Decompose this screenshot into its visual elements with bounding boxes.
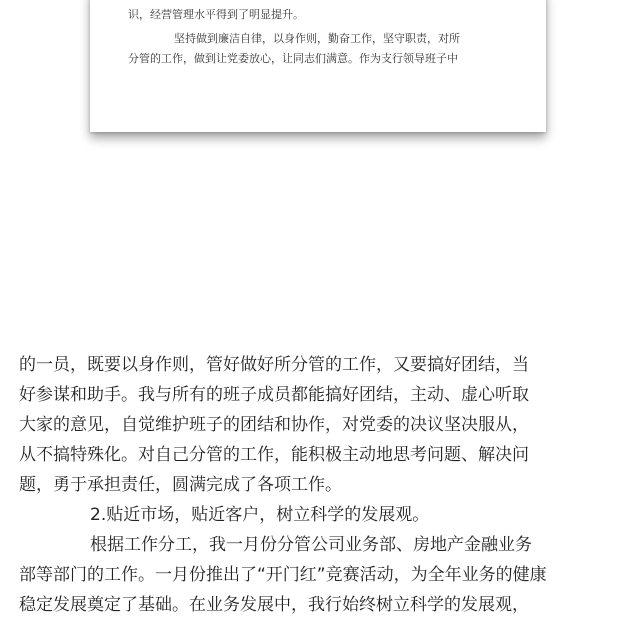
card-text-line: 识，经营管理水平得到了明显提升。 bbox=[128, 8, 304, 21]
body-text-line: 好参谋和助手。我与所有的班子成员都能搞好团结，主动、虚心听取 bbox=[19, 385, 529, 405]
body-text-line: 题，勇于承担责任，圆满完成了各项工作。 bbox=[19, 475, 342, 495]
card-text-line: 坚持做到廉洁自律，以身作则，勤奋工作，坚守职责，对所 bbox=[174, 32, 460, 45]
body-text-line: 部等部门的工作。一月份推出了“开门红”竞赛活动，为全年业务的健康 bbox=[19, 565, 547, 585]
body-text-line: 大家的意见，自觉维护班子的团结和协作，对党委的决议坚决服从， bbox=[19, 415, 529, 435]
document-page-preview bbox=[90, 0, 546, 132]
body-text-line: 根据工作分工，我一月份分管公司业务部、房地产金融业务 bbox=[90, 535, 532, 555]
document-body bbox=[19, 350, 579, 620]
card-text-line: 分管的工作，做到让党委放心，让同志们满意。作为支行领导班子中 bbox=[128, 52, 458, 65]
body-text-line: 稳定发展奠定了基础。在业务发展中，我行始终树立科学的发展观， bbox=[19, 595, 529, 615]
body-text-line: 的一员，既要以身作则，管好做好所分管的工作，又要搞好团结，当 bbox=[19, 355, 529, 375]
section-heading: 2.贴近市场，贴近客户，树立科学的发展观。 bbox=[90, 505, 430, 525]
body-text-line: 从不搞特殊化。对自己分管的工作，能积极主动地思考问题、解决问 bbox=[19, 445, 529, 465]
